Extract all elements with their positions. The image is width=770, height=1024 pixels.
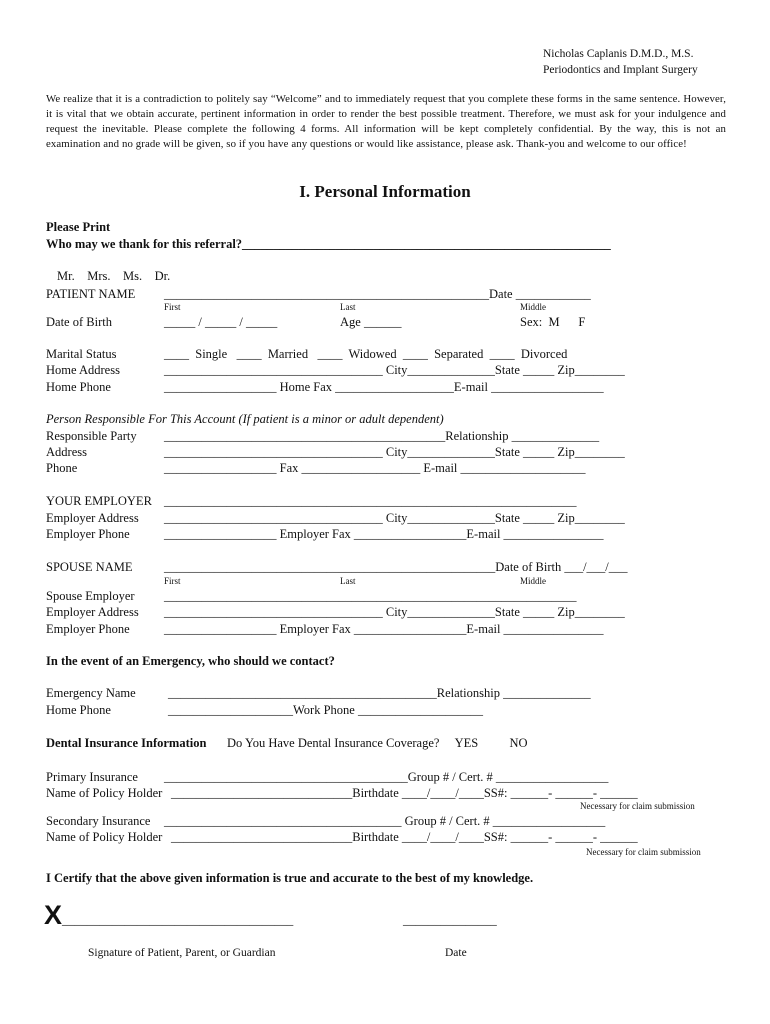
dob-label: Date of Birth xyxy=(46,315,112,329)
dob-field[interactable]: _____ / _____ / _____ xyxy=(164,315,278,329)
honorifics[interactable]: Mr. Mrs. Ms. Dr. xyxy=(57,269,171,283)
date-label: Date xyxy=(445,947,467,959)
claim-note: Necessary for claim submission xyxy=(580,801,695,811)
policy-holder-2-label: Name of Policy Holder xyxy=(46,830,163,844)
spouse-employer-label: Spouse Employer xyxy=(46,589,135,603)
employer-phone-field[interactable]: __________________ Employer Fax __________________E-mail ________________ xyxy=(164,527,604,541)
spouse-employer-address-field[interactable]: ___________________________________ City______________State _____ Zip________ xyxy=(164,605,625,619)
responsible-phone-label: Phone xyxy=(46,461,78,475)
home-address-field[interactable]: ___________________________________ City______________State _____ Zip________ xyxy=(164,363,625,377)
please-print: Please Print xyxy=(46,220,111,234)
spouse-employer-phone-field[interactable]: __________________ Employer Fax __________________E-mail ________________ xyxy=(164,622,604,636)
secondary-insurance-field[interactable]: ______________________________________ Group # / Cert. # __________________ xyxy=(164,814,606,828)
insurance-question[interactable]: Do You Have Dental Insurance Coverage? YES NO xyxy=(227,736,528,750)
marital-label: Marital Status xyxy=(46,347,117,361)
home-phone-field[interactable]: __________________ Home Fax ___________________E-mail __________________ xyxy=(164,380,604,394)
policy-holder-2-field[interactable]: _____________________________Birthdate ____/____/____SS#: ______- ______- ______ xyxy=(171,830,638,844)
page-title: I. Personal Information xyxy=(299,182,471,201)
spouse-middle-caption: Middle xyxy=(520,576,546,586)
age-field[interactable]: Age ______ xyxy=(340,315,402,329)
employer-label: YOUR EMPLOYER xyxy=(46,494,152,508)
patient-name-field[interactable]: ____________________________________________________Date ____________ xyxy=(164,287,591,301)
emergency-phone-label: Home Phone xyxy=(46,703,111,717)
employer-phone-label: Employer Phone xyxy=(46,527,130,541)
employer-field[interactable]: __________________________________________________________________ xyxy=(164,494,577,508)
primary-insurance-label: Primary Insurance xyxy=(46,770,138,784)
specialty: Periodontics and Implant Surgery xyxy=(543,64,698,76)
spouse-employer-address-label: Employer Address xyxy=(46,605,139,619)
primary-insurance-field[interactable]: _______________________________________Group # / Cert. # __________________ xyxy=(164,770,609,784)
emergency-name-field[interactable]: ___________________________________________Relationship ______________ xyxy=(168,686,591,700)
marital-options[interactable]: ____ Single ____ Married ____ Widowed ____ Separated ____ Divorced xyxy=(164,347,568,361)
doctor-name: Nicholas Caplanis D.M.D., M.S. xyxy=(543,48,694,60)
insurance-heading: Dental Insurance Information xyxy=(46,736,207,750)
patient-name-label: PATIENT NAME xyxy=(46,287,136,301)
spouse-first-caption: First xyxy=(164,576,181,586)
responsible-party-label: Responsible Party xyxy=(46,429,137,443)
sex-field[interactable]: Sex: M F xyxy=(520,315,586,329)
spouse-last-caption: Last xyxy=(340,576,356,586)
responsible-party-field[interactable]: _____________________________________________Relationship ______________ xyxy=(164,429,600,443)
first-caption: First xyxy=(164,302,181,312)
referral-field[interactable]: Who may we thank for this referral?___________________________________________________________ xyxy=(46,237,611,251)
emergency-name-label: Emergency Name xyxy=(46,686,136,700)
signature-date-field[interactable]: _______________ xyxy=(403,913,497,927)
policy-holder-label: Name of Policy Holder xyxy=(46,786,163,800)
emergency-phone-field[interactable]: ____________________Work Phone ____________________ xyxy=(168,703,483,717)
employer-address-label: Employer Address xyxy=(46,511,139,525)
intro-paragraph: We realize that it is a contradiction to politely say “Welcome” and to immediately request that you complete these forms in the same sentence. However, it is vital that we obtain accurate, pertinent information in order to render the best possible treatment. Therefore, we must ask for your indulgence and request the inevitable. Please complete the following 4 forms. All information will be kept completely confidential. By the way, this is not an examination and no grade will be given, so if you have any questions or would like assistance, please ask. Thank-you and welcome to our office! xyxy=(46,93,726,150)
signature-label: Signature of Patient, Parent, or Guardian xyxy=(88,947,276,959)
signature-field[interactable]: _____________________________________ xyxy=(62,913,294,927)
spouse-name-label: SPOUSE NAME xyxy=(46,560,133,574)
home-address-label: Home Address xyxy=(46,363,120,377)
responsible-address-label: Address xyxy=(46,445,87,459)
certify-statement: I Certify that the above given information is true and accurate to the best of my knowledge. xyxy=(46,871,534,885)
emergency-heading: In the event of an Emergency, who should we contact? xyxy=(46,654,335,668)
secondary-insurance-label: Secondary Insurance xyxy=(46,814,151,828)
employer-address-field[interactable]: ___________________________________ City______________State _____ Zip________ xyxy=(164,511,625,525)
spouse-name-field[interactable]: _____________________________________________________Date of Birth ___/___/___ xyxy=(164,560,628,574)
policy-holder-field[interactable]: _____________________________Birthdate ____/____/____SS#: ______- ______- ______ xyxy=(171,786,638,800)
claim-note-2: Necessary for claim submission xyxy=(586,847,701,857)
responsible-phone-field[interactable]: __________________ Fax ___________________ E-mail ____________________ xyxy=(164,461,586,475)
signature-x-mark: X xyxy=(44,900,63,930)
responsible-heading: Person Responsible For This Account (If patient is a minor or adult dependent) xyxy=(46,412,444,426)
middle-caption: Middle xyxy=(520,302,546,312)
responsible-address-field[interactable]: ___________________________________ City______________State _____ Zip________ xyxy=(164,445,625,459)
spouse-employer-field[interactable]: __________________________________________________________________ xyxy=(164,589,577,603)
spouse-employer-phone-label: Employer Phone xyxy=(46,622,130,636)
home-phone-label: Home Phone xyxy=(46,380,111,394)
last-caption: Last xyxy=(340,302,356,312)
